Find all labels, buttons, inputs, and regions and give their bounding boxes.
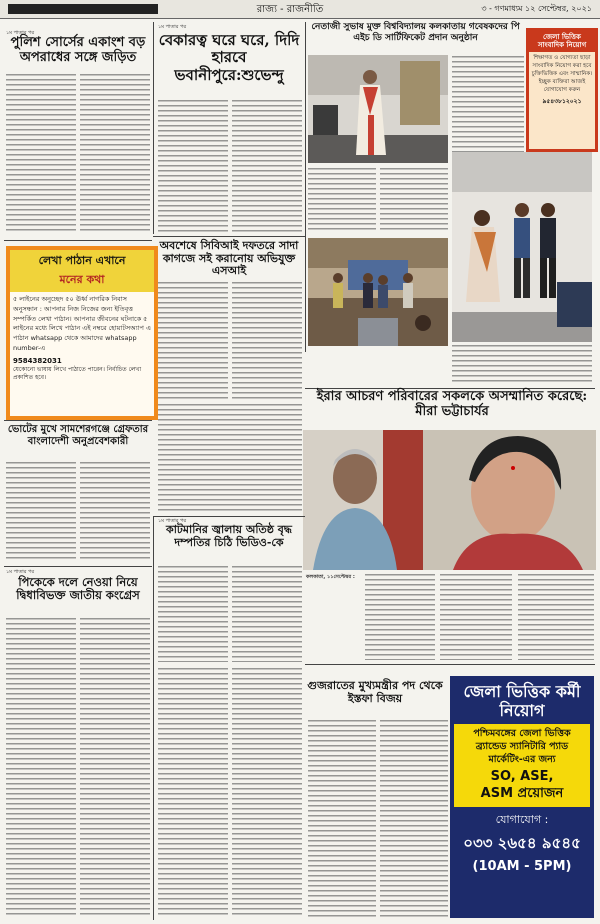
netaji-photo-speaker [308,55,448,163]
cbi-continue [158,404,302,514]
netaji-body-col1 [308,168,376,230]
netaji-body-top [452,56,524,156]
cbi-body-col2 [232,282,302,400]
recruit-small-body: শিক্ষাগত ও যোগ্যতা ছাড়া সাংবাদিক নিয়োগ করা হবে চুক্তিভিত্তিক এবং সাম্মানিক। ইচ্ছুক ব্যক্তিরা আজই যোগাযোগ করুন [531,54,593,94]
masthead-dateline: ৩ - গণমাধ্যম ১২ সেপ্টেম্বর, ২০২১ [481,4,592,13]
lekha-tail: যেকোনো ভাষায় লিখে পাঠাতে পারেন। নির্বাচিত লেখা প্রকাশিত হবে। [13,365,142,381]
lekha-title-line1: লেখা পাঠান এখানে [38,254,126,267]
pk-body-col4 [232,668,302,918]
iraar-dateline: কলকাতা, ১১সেপ্টেম্বর : [306,574,355,580]
netaji-photo-stage [308,238,448,346]
recruit-ad-hours: (10AM - 5PM) [472,858,572,874]
recruit-ad-line1: পশ্চিমবঙ্গের জেলা ভিত্তিক [473,728,571,740]
netaji-photo-certificate [452,152,592,342]
iraar-photo [303,430,596,570]
police-body-col2 [80,74,150,234]
bekaratwa-headline: বেকারত্ব ঘরে ঘরে, দিদি হারবে ভবানীপুরে:শুভেন্দু [158,31,300,84]
pk-headline: পিকেকে দলে নেওয়া নিয়ে দ্বিধাবিভক্ত জাতীয় কংগ্রেস [16,575,140,603]
iraar-body-col1 [365,574,435,660]
katmani-kicker: ১ম পাতার পর [158,518,187,524]
recruit-ad-panel [454,724,590,806]
pk-kicker: ১ম পাতার পর [6,569,35,575]
pk-body-col1 [6,618,76,918]
katmani-body-col1 [158,566,228,662]
iraar-body-col3 [518,574,594,660]
netaji-body-col2 [380,168,448,230]
bekaratwa-body-col1 [158,100,228,232]
recruit-ad-line2: ব্র্যান্ডেড স্যানিটারি প্যাড [475,741,569,753]
recruit-ad-phone: ০৩৩ ২৬৫৪ ৯৫৪৫ [463,833,581,852]
gujarat-body-col2 [380,720,448,918]
lekha-title [10,250,154,292]
police-kicker: ১ম পাতার পর [6,30,35,36]
katmani-headline: কাটমানির জ্বালায় অতিষ্ঠ বৃদ্ধ দম্পতির চিঠি ভিডিও-কে [166,523,292,549]
recruit-ad-line3: মার্কেটিং-এর জন্য [488,754,556,765]
recruit-ad [450,676,594,918]
recruit-ad-line5: ASM প্রয়োজন [480,785,564,801]
pk-body-col3 [158,668,228,918]
lekha-phone: 9584382031 [13,356,62,365]
pk-body-col2 [80,618,150,918]
iraar-body-col2 [440,574,512,660]
iraar-headline: ইরার আচরণ পরিবারের সকলকে অসম্মানিত করেছে: মীরা ভট্টাচার্যর [316,389,588,419]
recruit-small-box [526,28,598,152]
recruit-small-title: জেলা ভিত্তিক সাংবাদিক নিয়োগ [529,31,595,52]
cbi-body-col1 [158,282,228,400]
gujarat-body-col1 [308,720,376,918]
cbi-headline: অবশেষে সিবিআই দফতরে সাদা কাগজে সই করানোয় অভিযুক্ত এসআই [159,239,299,278]
bhoter-body-col1 [6,462,76,562]
recruit-ad-line4: SO, ASE, [490,768,554,784]
masthead-left-bar [8,4,158,14]
bhoter-body-col2 [80,462,150,562]
recruit-ad-title: জেলা ভিত্তিক কর্মী নিয়োগ [463,682,581,721]
lekha-body: ৫ লাইনের অনুচ্ছেদ ৫০ ঊর্ধ্ব নাগরিক নিবাস অনুসন্ধান : আপনার নিজ নিজের জন্য ইতিবৃত্ত সম্পর্কিত লেখা পাঠান। আপনার জীবনের ঘটনাকে ৫ লাইনের মধ্যে লিখে পাঠান এই নম্বরে হোয়াটসঅ্যাপ এ পাঠান whatsapp থেকে আমাদের whatsapp number-এ [13,295,151,352]
bhoter-headline: ভোটের মুখে সামশেরগঞ্জে গ্রেফতার বাংলাদেশী অনুপ্রবেশকারী [7,424,149,447]
recruit-ad-contact: যোগাযোগ : [495,812,549,826]
recruit-small-phone: ৯৫৪৩৮১২০২১ [542,98,582,106]
katmani-body-col2 [232,566,302,662]
netaji-body-bottom [452,345,592,385]
masthead-section: রাজ্য - রাজনীতি [256,4,324,15]
netaji-headline: নেতাজী সুভাষ মুক্ত বিশ্ববিদ্যালয় কলকাতায় গবেষকদের পি এইচ ডি সার্টিফিকেট প্রদান অনুষ্ঠান [311,22,520,44]
police-headline: পুলিশ সোর্সের একাংশ বড় অপরাধের সঙ্গে জড়িত [10,35,146,65]
masthead [0,0,600,19]
bekaratwa-body-col2 [232,100,302,232]
gujarat-headline: গুজরাতের মুখ্যমন্ত্রীর পদ থেকে ইস্তফা বিজয় [307,679,443,705]
police-body-col1 [6,74,76,234]
lekha-title-line2: মনের কথা [59,273,105,286]
bekaratwa-kicker: ১ম পাতার পর [158,24,187,30]
lekha-box [6,246,158,420]
